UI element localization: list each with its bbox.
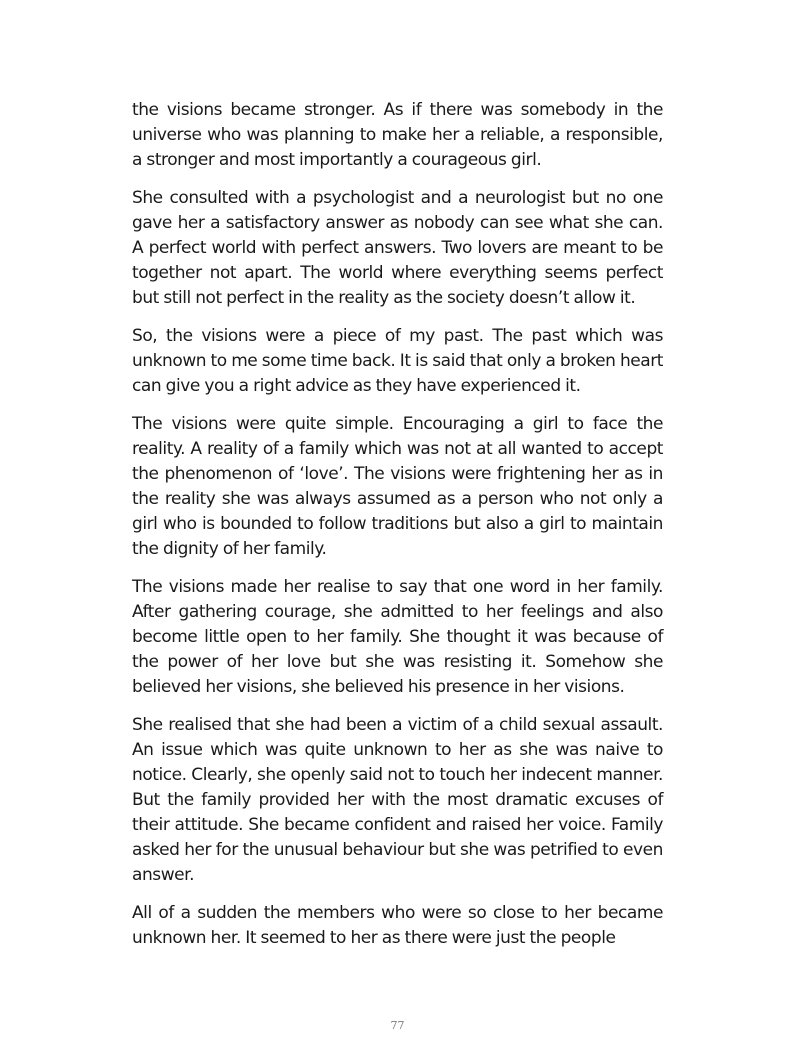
body-text — [132, 98, 663, 964]
paragraph-6: She realised that she had been a victim of a child sexual assault. An issue which was quite unknown to her as she was naive to notice. Clearly, she openly said not to touch her indecent manner. But the family provided her with the most dramatic excuses of their attitude. She became confident and raised her voice. Family asked her for the unusual behaviour but she was petrified to even answer. — [132, 715, 663, 885]
paragraph-2: She consulted with a psychologist and a neurologist but no one gave her a satisfactory answer as nobody can see what she can. A perfect world with perfect answers. Two lovers are meant to be together not apart. The world where everything seems perfect but still not perfect in the reality as the society doesn’t allow it. — [132, 188, 663, 308]
page-number: 77 — [390, 1019, 405, 1032]
paragraph-5: The visions made her realise to say that one word in her family. After gathering courage, she admitted to her feelings and also become little open to her family. She thought it was because of the power of her love but she was resisting it. Somehow she believed her visions, she believed his presence in her visions. — [132, 577, 663, 697]
paragraph-4: The visions were quite simple. Encouraging a girl to face the reality. A reality of a family which was not at all wanted to accept the phenomenon of ‘love’. The visions were frightening her as in the reality she was always assumed as a person who not only a girl who is bounded to follow traditions but also a girl to maintain the dignity of her family. — [132, 414, 663, 559]
paragraph-1: the visions became stronger. As if there was somebody in the universe who was planning to make her a reliable, a responsible, a stronger and most importantly a courageous girl. — [132, 100, 663, 170]
paragraph-7: All of a sudden the members who were so close to her became unknown her. It seemed to her as there were just the people — [132, 903, 663, 948]
paragraph-3: So, the visions were a piece of my past. The past which was unknown to me some time back. It is said that only a broken heart can give you a right advice as they have experienced it. — [132, 326, 663, 396]
